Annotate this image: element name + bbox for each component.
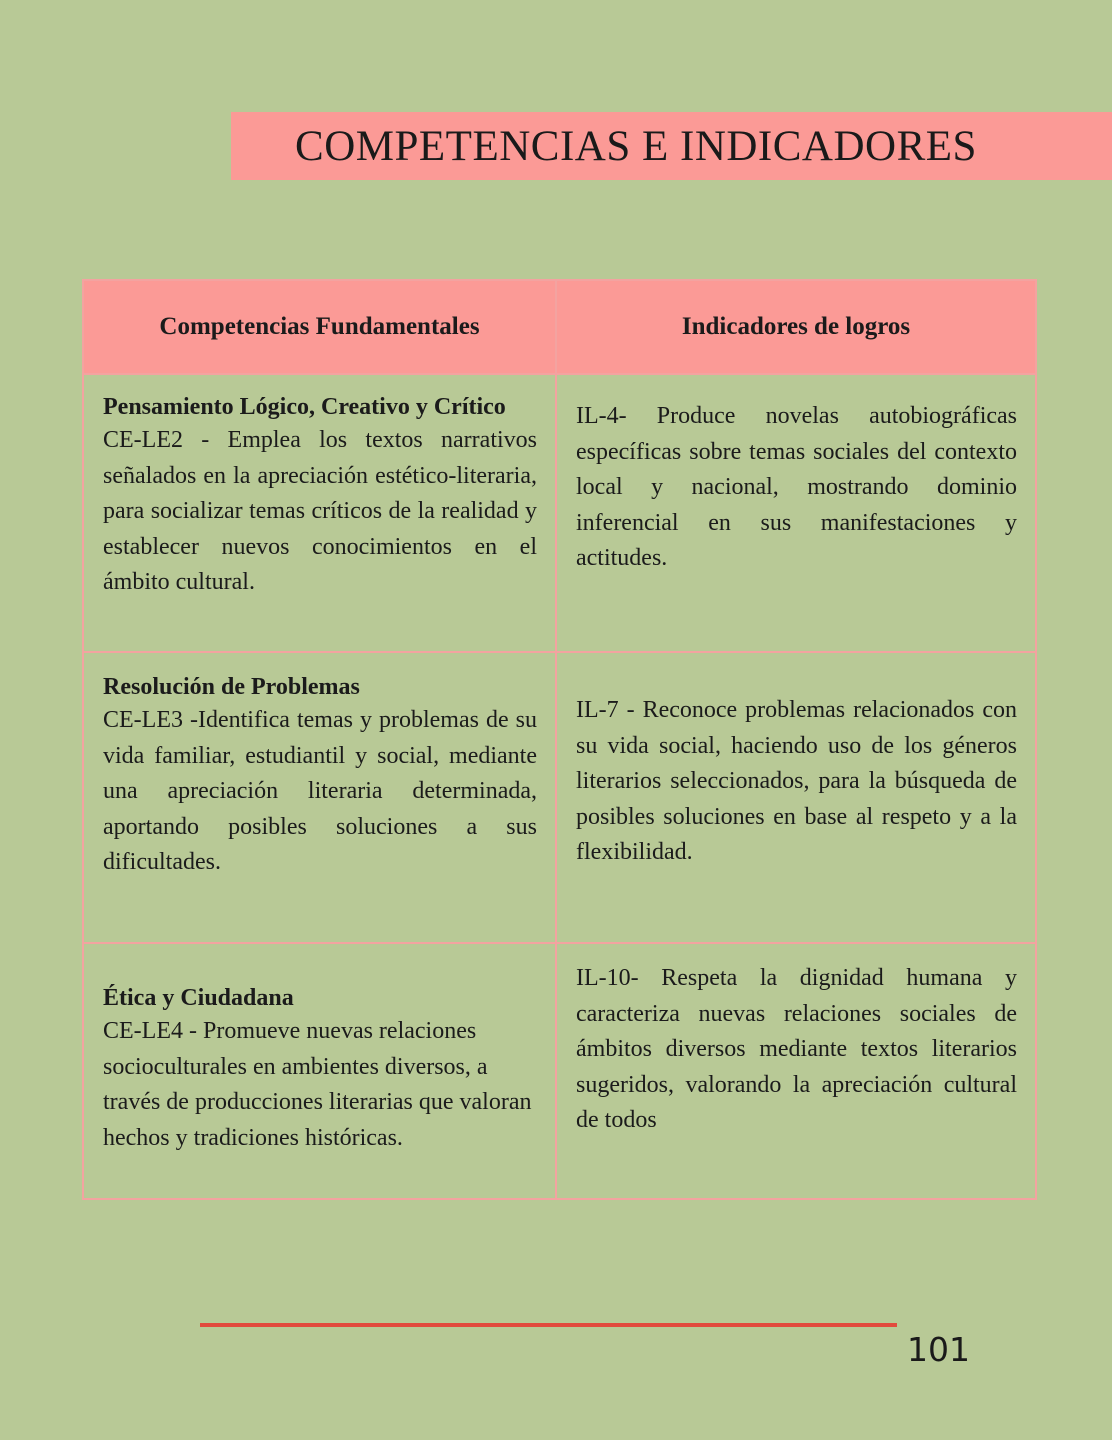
competencia-text: CE-LE4 - Promueve nuevas relaciones socioculturales en ambientes diversos, a través de producciones literarias que valoran hechos y tradiciones históricas.: [103, 1018, 532, 1151]
footer-divider: [200, 1323, 897, 1327]
table-header-row: [83, 280, 1036, 374]
indicador-cell: [556, 943, 1036, 1199]
competencias-table: [82, 279, 1037, 1200]
competencia-cell: [83, 652, 556, 943]
column-header-indicadores: Indicadores de logros: [556, 280, 1036, 374]
competencia-title: Ética y Ciudadana: [103, 985, 294, 1011]
column-header-competencias: Competencias Fundamentales: [83, 280, 556, 374]
competencia-cell: [83, 943, 556, 1199]
competencia-title: Pensamiento Lógico, Creativo y Crítico: [103, 394, 506, 420]
indicador-text: IL-7 - Reconoce problemas relacionados con su vida social, haciendo uso de los géneros literarios seleccionados, para la búsqueda de posibles soluciones en base al respeto y a la flexibilidad.: [576, 697, 1017, 865]
competencia-text: CE-LE2 - Emplea los textos narrativos señalados en la apreciación estético-literaria, para socializar temas críticos de la realidad y establecer nuevos conocimientos en el ámbito cultural.: [103, 427, 537, 595]
table-row: [83, 652, 1036, 943]
table-row: [83, 943, 1036, 1199]
page-title: COMPETENCIAS E INDICADORES: [295, 123, 977, 170]
competencia-text: CE-LE3 -Identifica temas y problemas de su vida familiar, estudiantil y social, mediante una apreciación literaria determinada, aportando posibles soluciones a sus dificultades.: [103, 707, 537, 875]
title-banner: [231, 112, 1112, 180]
competencia-title: Resolución de Problemas: [103, 674, 360, 700]
indicador-text: IL-10- Respeta la dignidad humana y caracteriza nuevas relaciones sociales de ámbitos diversos mediante textos literarios sugeridos, valorando la apreciación cultural de todos: [576, 965, 1017, 1133]
indicador-cell: [556, 374, 1036, 652]
table-row: [83, 374, 1036, 652]
competencia-cell: [83, 374, 556, 652]
indicador-cell: [556, 652, 1036, 943]
indicador-text: IL-4- Produce novelas autobiográficas específicas sobre temas sociales del contexto local y nacional, mostrando dominio inferencial en sus manifestaciones y actitudes.: [576, 403, 1017, 571]
page-number: 101: [907, 1330, 970, 1369]
